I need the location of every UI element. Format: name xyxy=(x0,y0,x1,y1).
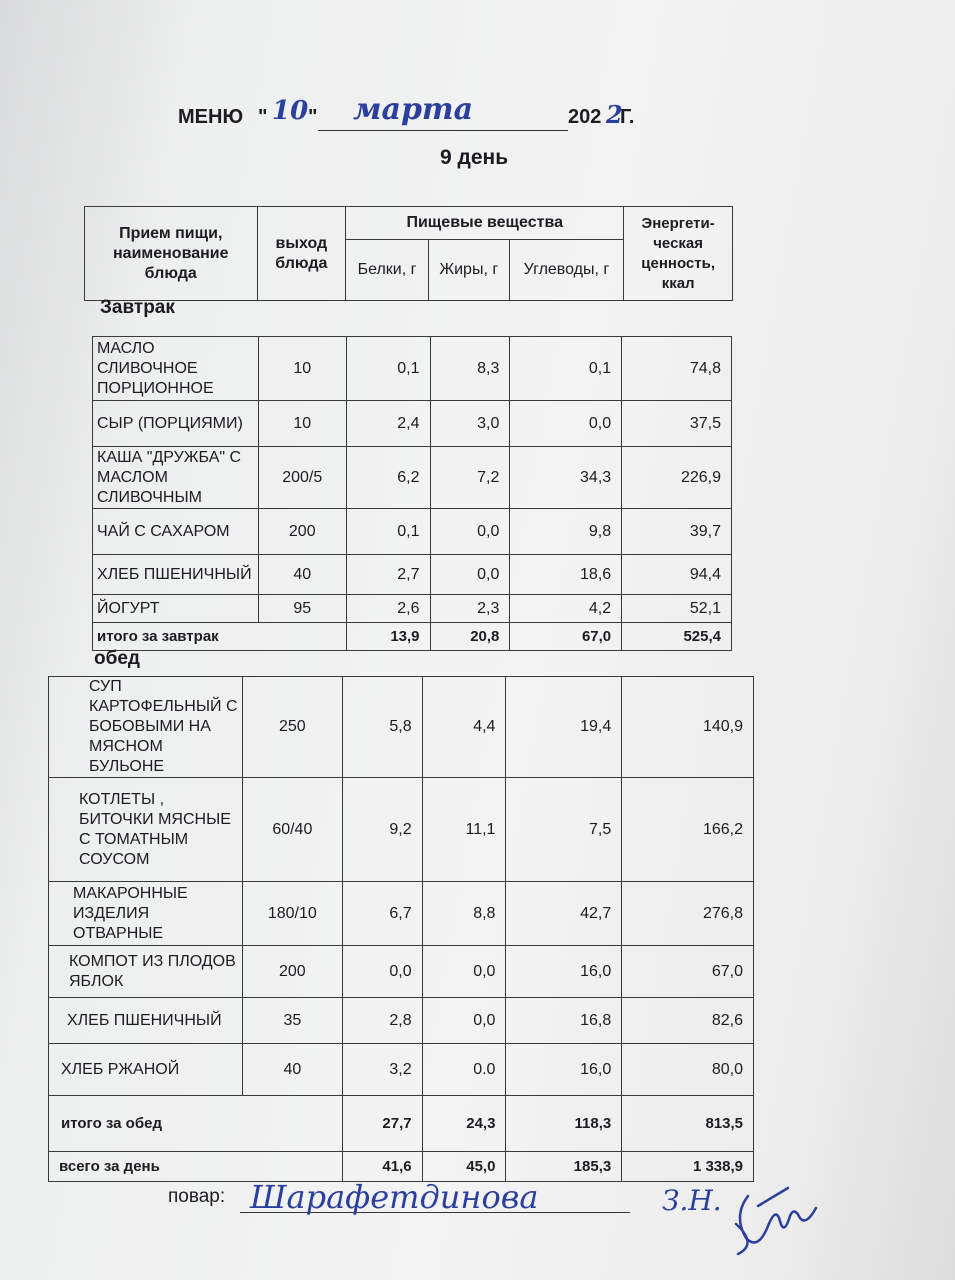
dish-output: 250 xyxy=(242,677,342,778)
dish-protein: 2,4 xyxy=(346,401,430,447)
dish-energy: 67,0 xyxy=(622,946,754,998)
dish-output: 60/40 xyxy=(242,778,342,882)
dish-protein: 2,8 xyxy=(342,998,422,1044)
total-label: итого за обед xyxy=(49,1096,343,1152)
dish-name: ХЛЕБ ПШЕНИЧНЫЙ xyxy=(93,555,259,595)
dish-name: СЫР (ПОРЦИЯМИ) xyxy=(93,401,259,447)
dish-name: ЙОГУРТ xyxy=(93,595,259,623)
col-name-header: Прием пищи, наименование блюда xyxy=(85,207,258,301)
total-carbs: 118,3 xyxy=(506,1096,622,1152)
col-energy-header: Энергети-ческая ценность, ккал xyxy=(624,207,733,301)
cook-label: повар: xyxy=(168,1186,226,1207)
table-row xyxy=(49,998,754,1044)
dish-energy: 94,4 xyxy=(622,555,732,595)
dish-carbs: 0,1 xyxy=(510,337,622,401)
breakfast-title: Завтрак xyxy=(100,297,175,318)
breakfast-table xyxy=(92,336,732,651)
table-row xyxy=(93,595,732,623)
dish-protein: 2,6 xyxy=(346,595,430,623)
dish-name: ХЛЕБ РЖАНОЙ xyxy=(49,1044,243,1096)
dish-carbs: 9,8 xyxy=(510,509,622,555)
table-row xyxy=(49,882,754,946)
dish-name: МАКАРОННЫЕ ИЗДЕЛИЯ ОТВАРНЫЕ xyxy=(49,882,243,946)
dish-carbs: 16,0 xyxy=(506,946,622,998)
table-row xyxy=(49,677,754,778)
dish-protein: 6,7 xyxy=(342,882,422,946)
dish-output: 10 xyxy=(258,337,346,401)
dish-energy: 74,8 xyxy=(622,337,732,401)
dish-carbs: 4,2 xyxy=(510,595,622,623)
table-row xyxy=(93,337,732,401)
col-protein-header: Белки, г xyxy=(346,240,429,301)
dish-fat: 3,0 xyxy=(430,401,510,447)
table-row xyxy=(93,447,732,509)
total-protein: 13,9 xyxy=(346,623,430,651)
total-energy: 525,4 xyxy=(622,623,732,651)
total-carbs: 67,0 xyxy=(510,623,622,651)
dish-carbs: 16,0 xyxy=(506,1044,622,1096)
dish-protein: 0,1 xyxy=(346,509,430,555)
dish-output: 35 xyxy=(242,998,342,1044)
dish-fat: 4,4 xyxy=(422,677,506,778)
day-total-fat: 45,0 xyxy=(422,1152,506,1182)
total-fat: 24,3 xyxy=(422,1096,506,1152)
day-subtitle: 9 день xyxy=(440,146,509,169)
table-row xyxy=(93,401,732,447)
col-fat-header: Жиры, г xyxy=(428,240,509,301)
year-prefix: 202 xyxy=(568,106,602,128)
total-protein: 27,7 xyxy=(342,1096,422,1152)
dish-name: ХЛЕБ ПШЕНИЧНЫЙ xyxy=(49,998,243,1044)
dish-output: 95 xyxy=(258,595,346,623)
dish-output: 200/5 xyxy=(258,447,346,509)
dish-energy: 52,1 xyxy=(622,595,732,623)
dish-carbs: 19,4 xyxy=(506,677,622,778)
dish-output: 200 xyxy=(242,946,342,998)
handwritten-year-digit: 2 xyxy=(606,100,623,129)
day-total-row xyxy=(49,1152,754,1182)
signature-scribble-icon xyxy=(728,1176,828,1256)
dish-fat: 8,8 xyxy=(422,882,506,946)
year-suffix: Г. xyxy=(620,106,635,128)
col-carbs-header: Углеводы, г xyxy=(509,240,624,301)
dish-protein: 5,8 xyxy=(342,677,422,778)
dish-energy: 39,7 xyxy=(622,509,732,555)
menu-title xyxy=(178,92,658,136)
dish-fat: 0,0 xyxy=(422,998,506,1044)
day-total-label: всего за день xyxy=(49,1152,343,1182)
dish-energy: 37,5 xyxy=(622,401,732,447)
dish-protein: 9,2 xyxy=(342,778,422,882)
dish-fat: 0,0 xyxy=(430,555,510,595)
quote-open: " xyxy=(258,106,268,128)
dish-fat: 11,1 xyxy=(422,778,506,882)
col-nutrients-header: Пищевые вещества xyxy=(346,207,624,240)
dish-protein: 0,1 xyxy=(346,337,430,401)
table-row xyxy=(49,1044,754,1096)
table-row xyxy=(93,555,732,595)
dish-energy: 276,8 xyxy=(622,882,754,946)
dish-output: 10 xyxy=(258,401,346,447)
dish-carbs: 7,5 xyxy=(506,778,622,882)
dish-output: 200 xyxy=(258,509,346,555)
total-fat: 20,8 xyxy=(430,623,510,651)
dish-output: 180/10 xyxy=(242,882,342,946)
day-total-energy: 1 338,9 xyxy=(622,1152,754,1182)
dish-output: 40 xyxy=(242,1044,342,1096)
dish-protein: 0,0 xyxy=(342,946,422,998)
lunch-table xyxy=(48,676,754,1182)
quote-close: " xyxy=(308,106,318,128)
dish-energy: 140,9 xyxy=(622,677,754,778)
dish-carbs: 16,8 xyxy=(506,998,622,1044)
table-row xyxy=(49,946,754,998)
dish-fat: 0,0 xyxy=(422,946,506,998)
month-underline xyxy=(318,130,568,131)
handwritten-month: марта xyxy=(353,92,474,127)
dish-carbs: 42,7 xyxy=(506,882,622,946)
dish-carbs: 18,6 xyxy=(510,555,622,595)
header-table xyxy=(84,206,733,301)
table-row xyxy=(93,509,732,555)
breakfast-total-row xyxy=(93,623,732,651)
dish-fat: 2,3 xyxy=(430,595,510,623)
dish-name: КОТЛЕТЫ , БИТОЧКИ МЯСНЫЕ С ТОМАТНЫМ СОУСОМ xyxy=(49,778,243,882)
total-energy: 813,5 xyxy=(622,1096,754,1152)
handwritten-initials: З.Н. xyxy=(662,1184,722,1217)
day-total-protein: 41,6 xyxy=(342,1152,422,1182)
dish-name: КАША "ДРУЖБА" С МАСЛОМ СЛИВОЧНЫМ xyxy=(93,447,259,509)
dish-name: МАСЛО СЛИВОЧНОЕ ПОРЦИОННОЕ xyxy=(93,337,259,401)
dish-energy: 82,6 xyxy=(622,998,754,1044)
dish-name: КОМПОТ ИЗ ПЛОДОВ ЯБЛОК xyxy=(49,946,243,998)
dish-energy: 166,2 xyxy=(622,778,754,882)
dish-fat: 0,0 xyxy=(430,509,510,555)
handwritten-cook-name: Шарафетдинова xyxy=(250,1178,539,1216)
lunch-total-row xyxy=(49,1096,754,1152)
dish-protein: 6,2 xyxy=(346,447,430,509)
dish-protein: 2,7 xyxy=(346,555,430,595)
dish-carbs: 34,3 xyxy=(510,447,622,509)
dish-fat: 0.0 xyxy=(422,1044,506,1096)
col-output-header: выход блюда xyxy=(257,207,346,301)
dish-energy: 80,0 xyxy=(622,1044,754,1096)
total-label: итого за завтрак xyxy=(93,623,347,651)
dish-name: СУП КАРТОФЕЛЬНЫЙ С БОБОВЫМИ НА МЯСНОМ БУЛЬОНЕ xyxy=(49,677,243,778)
dish-fat: 7,2 xyxy=(430,447,510,509)
handwritten-day: 10 xyxy=(272,96,309,126)
dish-name: ЧАЙ С САХАРОМ xyxy=(93,509,259,555)
day-total-carbs: 185,3 xyxy=(506,1152,622,1182)
table-row xyxy=(49,778,754,882)
menu-word: МЕНЮ xyxy=(178,106,244,128)
dish-fat: 8,3 xyxy=(430,337,510,401)
lunch-title: обед xyxy=(94,648,140,669)
dish-energy: 226,9 xyxy=(622,447,732,509)
dish-carbs: 0,0 xyxy=(510,401,622,447)
dish-protein: 3,2 xyxy=(342,1044,422,1096)
dish-output: 40 xyxy=(258,555,346,595)
